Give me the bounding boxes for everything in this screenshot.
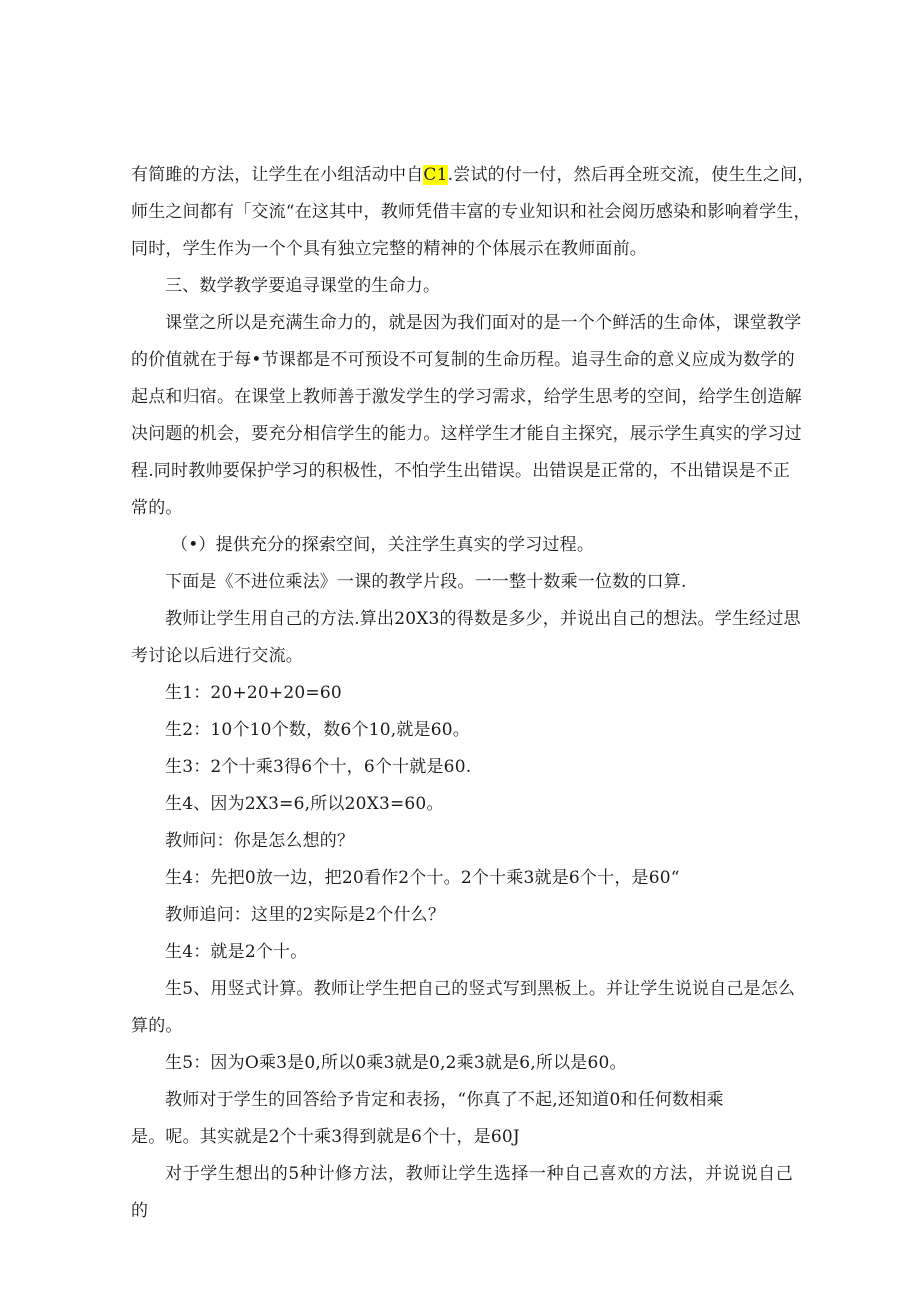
- paragraph-4-line-1: 教师让学生用自己的方法.算出20X3的得数是多少，并说出自己的想法。学生经过思: [165, 609, 801, 629]
- paragraph-2-line-2: 的价值就在于每•节课都是不可预设不可复制的生命历程。追寻生命的意义应成为数学的: [131, 350, 795, 370]
- paragraph-7: 对于学生想出的5种计修方法，教师让学生选择一种自己喜欢的方法，并说说自己的: [131, 1164, 793, 1221]
- student-5-answer: 生5：因为O乘3是0,所以0乘3就是0,2乘3就是6,所以是60。: [165, 1053, 627, 1073]
- paragraph-2-line-3: 起点和归宿。在课堂上教师善于激发学生的学习需求，给学生思考的空间，给学生创造解: [131, 387, 802, 407]
- student-4-explanation: 生4：先把0放一边，把20看作2个十。2个十乘3就是6个十，是60“: [165, 868, 680, 888]
- paragraph-4-line-2: 考讨论以后进行交流。: [131, 646, 303, 666]
- document-body: [131, 157, 815, 1230]
- teacher-question-1: 教师问：你是怎么想的？: [165, 831, 355, 851]
- paragraph-2-line-5: 程.同时教帅要保护学习的积极性，不怕学生出错误。出错误是正常的，不出错误是不正: [131, 461, 791, 481]
- paragraph-2: [131, 305, 802, 527]
- section-heading-3: 三、数学教学要追寻课堂的生命力。: [165, 276, 441, 296]
- paragraph-1: [131, 157, 815, 268]
- teacher-question-2: 教师追问：这里的2实际是2个什么？: [165, 905, 446, 925]
- paragraph-3: 下面是《不进位乘法》一课的教学片段。一一整十数乘一位数的口算.: [165, 572, 687, 592]
- student-4-reply: 生4：就是2个十。: [165, 942, 308, 962]
- highlighted-text: C1: [423, 165, 448, 185]
- student-3-answer: 生3：2个十乘3得6个十，6个十就是60.: [165, 757, 472, 777]
- paragraph-2-line-4: 决问题的机会，要充分相信学生的能力。这样学生才能自主探究，展示学生真实的学习过: [131, 424, 802, 444]
- paragraph-4: [131, 601, 801, 675]
- paragraph-6-line-2: 是。呢。其实就是2个十乘3得到就是6个十，是60J: [131, 1127, 520, 1147]
- paragraph-2-line-1: 课堂之所以是充满生命力的，就是因为我们面对的是一个个鲜活的生命体，课堂教学: [165, 313, 802, 333]
- paragraph-1-line-3: 同时，学生作为一个个具有独立完整的精神的个体展示在教师面前。: [131, 239, 647, 259]
- paragraph-5: [131, 971, 796, 1045]
- paragraph-5-line-1: 生5、用竖式计算。教师让学生把自己的竖式写到黑板上。并让学生说说自己是怎么: [165, 979, 796, 999]
- student-2-answer: 生2：10个10个数，数6个10,就是60。: [165, 720, 470, 740]
- paragraph-1-line-2: 师生之间都有「交流“在这其中，教师凭借丰富的专业知识和社会阅历感染和影响着学生，: [131, 202, 811, 222]
- student-1-answer: 生1：20+20+20=60: [165, 683, 342, 703]
- paragraph-2-line-6: 常的。: [131, 498, 183, 518]
- paragraph-6-line-1: 教师对于学生的回答给予肯定和表扬，“你真了不起,还知道0和任何数相乘: [165, 1090, 724, 1110]
- subheading: （•）提供充分的探索空间，关注学生真实的学习过程。: [171, 535, 595, 555]
- paragraph-1-line-1: 有简雎的方法，让学生在小组活动中自C1.尝试的付一付，然后再全班交流，使生生之间，: [131, 165, 815, 185]
- paragraph-5-line-2: 算的。: [131, 1016, 183, 1036]
- paragraph-6: [131, 1082, 793, 1156]
- student-4-answer: 生4、因为2X3=6,所以20X3=60。: [165, 794, 444, 814]
